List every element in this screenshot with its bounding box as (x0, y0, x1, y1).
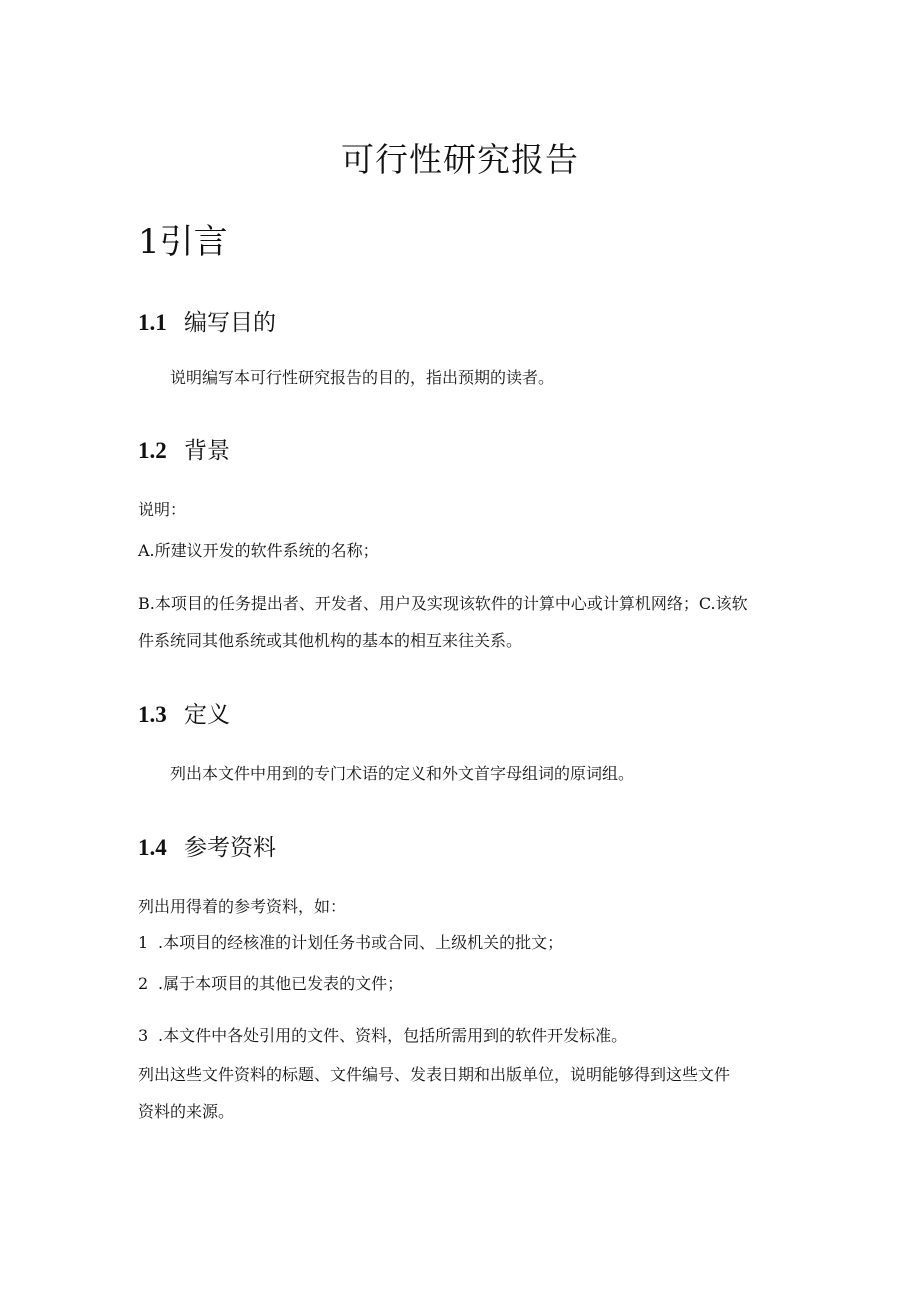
section-heading-1-2 (138, 432, 230, 465)
section-number: 1.1 (138, 310, 167, 335)
reference-item-text: .本项目的经核准的计划任务书或合同、上级机关的批文； (158, 933, 564, 952)
section-heading-1-4 (138, 829, 276, 862)
section-title: 定义 (184, 702, 230, 728)
paragraph-background-lead: 说明： (138, 500, 187, 519)
reference-item-number: 3 (138, 1026, 149, 1045)
paragraph-references-closing-line2: 资料的来源。 (138, 1102, 235, 1121)
section-number: 1.2 (138, 438, 167, 463)
paragraph-references-closing-line1: 列出这些文件资料的标题、文件编号、发表日期和出版单位，说明能够得到这些文件 (138, 1065, 731, 1084)
document-title: 可行性研究报告 (341, 140, 579, 179)
paragraph-references-lead: 列出用得着的参考资料，如： (138, 897, 347, 916)
section-title: 参考资料 (184, 835, 276, 861)
section-number: 1.3 (138, 702, 167, 727)
paragraph-purpose: 说明编写本可行性研究报告的目的，指出预期的读者。 (170, 368, 555, 387)
reference-item (138, 971, 403, 994)
section-number: 1.4 (138, 835, 167, 860)
paragraph-definitions: 列出本文件中用到的专门术语的定义和外文首字母组词的原词组。 (170, 764, 635, 783)
reference-item (138, 1023, 627, 1046)
section-title: 背景 (184, 438, 230, 464)
reference-item-number: 1 (138, 933, 149, 952)
section-heading-1-1 (138, 304, 276, 337)
reference-item (138, 930, 563, 953)
section-heading-1-3 (138, 696, 230, 729)
chapter-heading: 1引言 (138, 222, 228, 262)
reference-item-number: 2 (138, 974, 149, 993)
reference-item-text: .属于本项目的其他已发表的文件； (158, 974, 404, 993)
list-item-a: A.所建议开发的软件系统的名称； (138, 541, 379, 560)
list-item-b-line1: B.本项目的任务提出者、开发者、用户及实现该软件的计算中心或计算机网络；C.该软 (138, 594, 748, 613)
section-title: 编写目的 (184, 310, 276, 336)
reference-item-text: .本文件中各处引用的文件、资料，包括所需用到的软件开发标准。 (158, 1026, 628, 1045)
list-item-b-line2: 件系统同其他系统或其他机构的基本的相互来往关系。 (138, 631, 523, 650)
